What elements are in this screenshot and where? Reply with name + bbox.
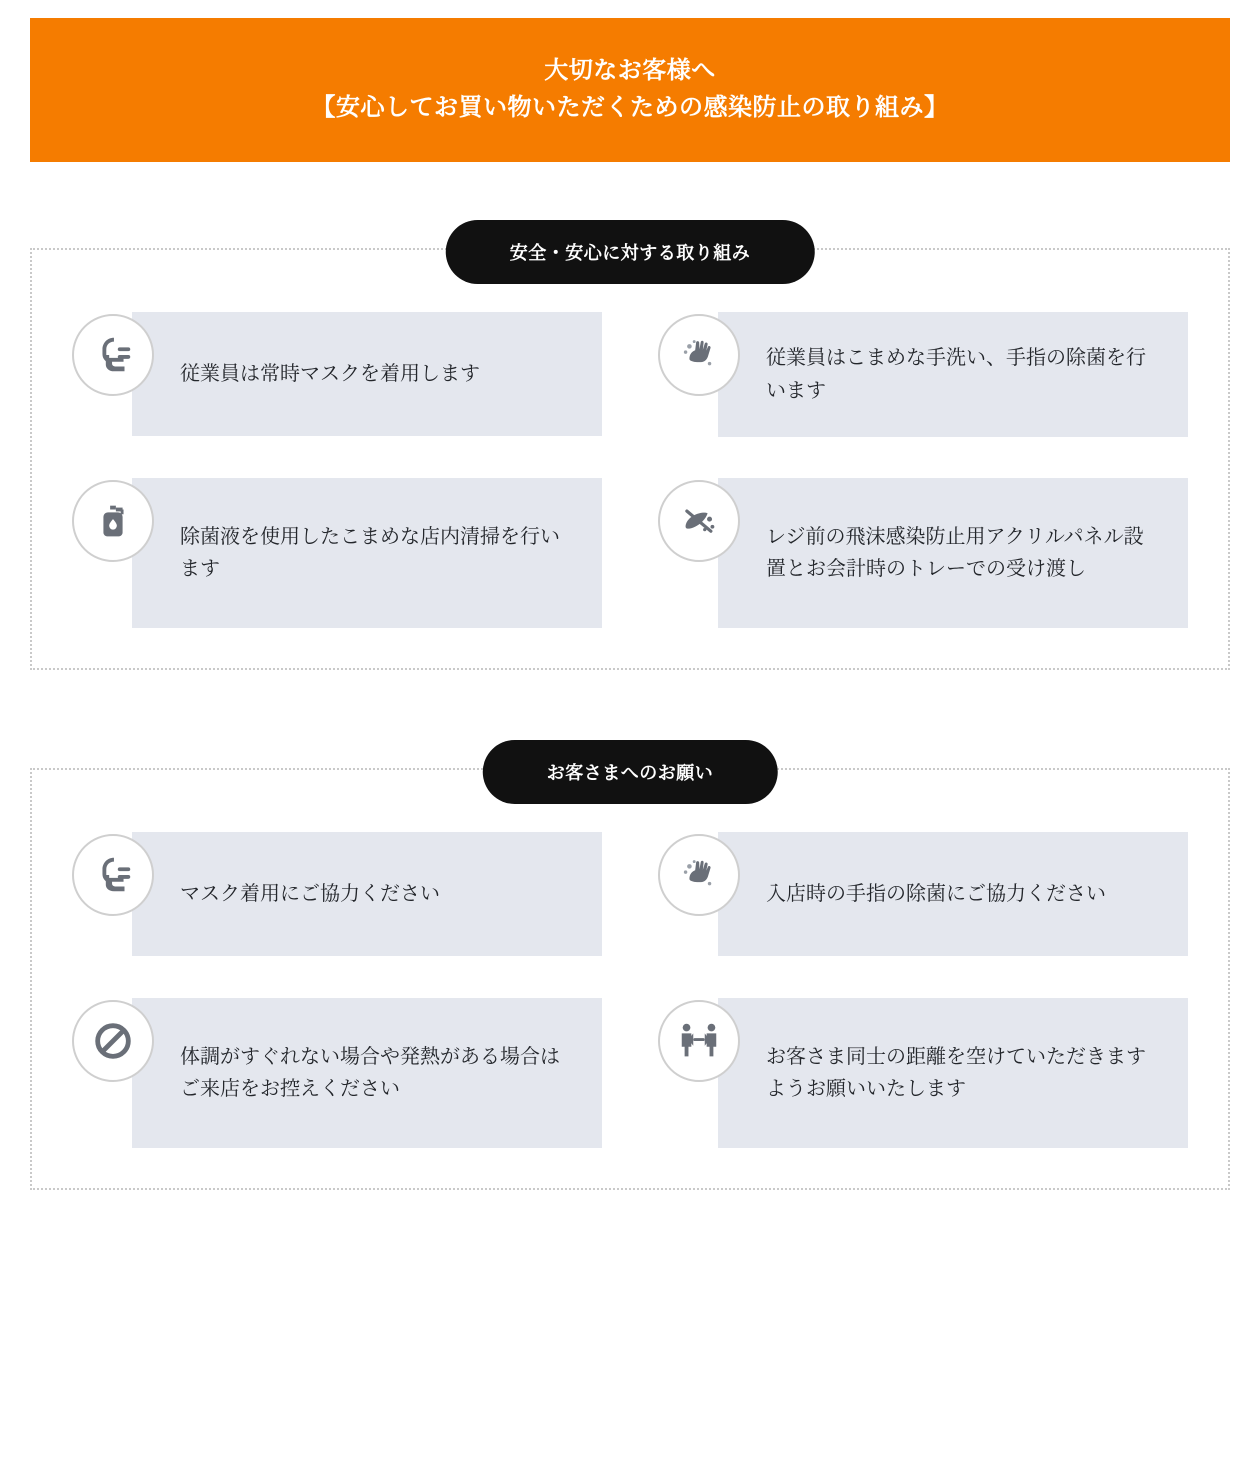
header-banner [30,18,1230,162]
hand-wash-icon [658,314,740,396]
list-item-text: 体調がすぐれない場合や発熱がある場合はご来店をお控えください [132,998,602,1148]
section-title-badge-1: 安全・安心に対する取り組み [446,220,815,284]
mask-icon [72,834,154,916]
list-item [72,998,602,1148]
banner-title-line1: 大切なお客様へ [544,57,716,84]
list-item-text: 従業員はこまめな手洗い、手指の除菌を行います [718,312,1188,437]
infographic-page [0,18,1260,1190]
list-item [72,478,602,628]
list-item [72,312,602,444]
list-item [658,998,1188,1148]
banner-title-line2: 【安心してお買い物いただくための感染防止の取り組み】 [311,94,949,122]
list-item-text: マスク着用にご協力ください [132,832,602,956]
section-customer-requests [30,740,1230,1190]
list-item-text: 入店時の手指の除菌にご協力ください [718,832,1188,956]
section-safety-measures [30,220,1230,670]
section-body-1 [30,248,1230,670]
list-item-text: レジ前の飛沫感染防止用アクリルパネル設置とお会計時のトレーでの受け渡し [718,478,1188,628]
list-item [658,312,1188,444]
list-item [72,832,602,964]
list-item [658,478,1188,628]
section-body-2 [30,768,1230,1190]
measure-grid-1 [72,312,1188,628]
list-item-text: 除菌液を使用したこまめな店内清掃を行います [132,478,602,628]
mask-icon [72,314,154,396]
section-title-badge-2: お客さまへのお願い [483,740,778,804]
list-item [658,832,1188,964]
sanitizer-bottle-icon [72,480,154,562]
social-distance-icon [658,1000,740,1082]
hand-wash-icon [658,834,740,916]
list-item-text: 従業員は常時マスクを着用します [132,312,602,436]
no-droplets-icon [658,480,740,562]
list-item-text: お客さま同士の距離を空けていただきますようお願いいたします [718,998,1188,1148]
measure-grid-2 [72,832,1188,1148]
prohibited-icon [72,1000,154,1082]
